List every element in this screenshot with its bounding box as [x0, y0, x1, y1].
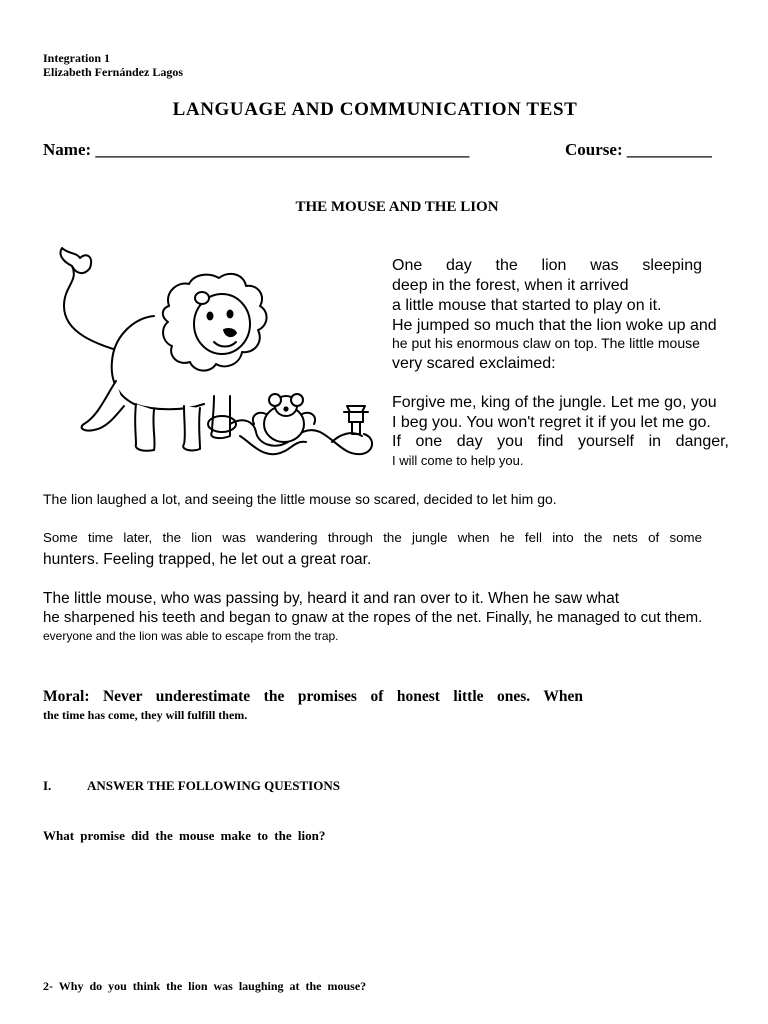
page-title: LANGUAGE AND COMMUNICATION TEST	[172, 99, 578, 120]
question-2: 2- Why do you think the lion was laughing at the mouse?	[43, 979, 367, 993]
paragraph-3-line-3: everyone and the lion was able to escape from the trap.	[43, 629, 339, 643]
story-title: THE MOUSE AND THE LION	[295, 199, 499, 215]
header-line-2: Elizabeth Fernández Lagos	[43, 65, 183, 79]
paragraph-1: The lion laughed a lot, and seeing the little mouse so scared, decided to let him go.	[43, 491, 557, 507]
section-number: I.	[43, 778, 52, 793]
moral-line-1: Moral: Never underestimate the promises of honest little ones. When	[43, 688, 583, 705]
plea-line-2: I beg you. You won't regret it if you let me go.	[392, 414, 711, 431]
question-1: What promise did the mouse make to the lion?	[43, 828, 326, 843]
moral-line-2: the time has come, they will fulfill them.	[43, 708, 248, 722]
story-line-2: deep in the forest, when it arrived	[392, 277, 629, 294]
paragraph-3-line-2: he sharpened his teeth and began to gnaw at the ropes of the net. Finally, he managed to cut them.	[43, 609, 703, 626]
section-title: ANSWER THE FOLLOWING QUESTIONS	[87, 778, 340, 793]
plea-line-3: If one day you find yourself in danger,	[392, 433, 729, 450]
name-field[interactable]: Name: ____________________________________________	[43, 140, 470, 159]
course-field[interactable]: Course: __________	[565, 140, 712, 159]
paragraph-2-line-2: hunters. Feeling trapped, he let out a great roar.	[43, 551, 372, 568]
paragraph-2-line-1: Some time later, the lion was wandering through the jungle when he fell into the nets of some	[43, 530, 702, 545]
story-line-5: he put his enormous claw on top. The little mouse	[392, 335, 700, 351]
story-line-6: very scared exclaimed:	[392, 355, 556, 372]
plea-line-4: I will come to help you.	[392, 453, 524, 468]
plea-line-1: Forgive me, king of the jungle. Let me go, you	[392, 394, 717, 411]
story-line-1: One day the lion was sleeping	[392, 257, 702, 274]
header-line-1: Integration 1	[43, 51, 110, 65]
lion-mouse-illustration	[44, 246, 384, 468]
story-line-3: a little mouse that started to play on it.	[392, 297, 662, 314]
paragraph-3-line-1: The little mouse, who was passing by, heard it and ran over to it. When he saw what	[43, 590, 620, 607]
story-line-4: He jumped so much that the lion woke up and	[392, 317, 717, 334]
